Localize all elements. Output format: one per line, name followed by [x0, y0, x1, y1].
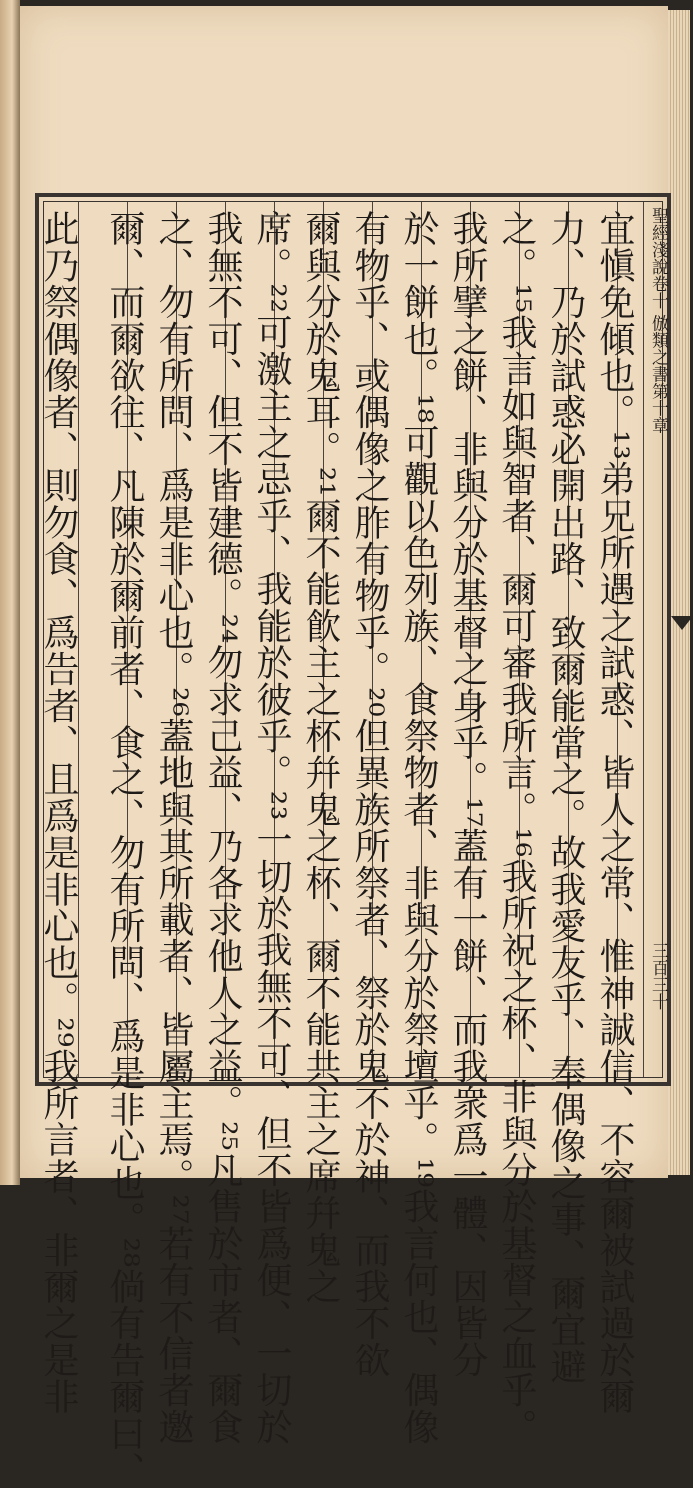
running-header: 聖經淺說卷十 倣類之書第十章 — [648, 207, 668, 434]
text-column-10: 之、勿有所問、爲是非心也。²⁶蓋地與其所載者、皆屬主焉。²⁷若有不信者邀 — [153, 210, 194, 1445]
text-column-11: 爾、而爾欲往、凡陳於爾前者、食之、勿有所問、爲是非心也。²⁸倘有告爾曰、 — [104, 210, 145, 1488]
text-column-9: 我無不可、但不皆建德。²⁴勿求己益、乃各求他人之益。²⁵凡售於市者、爾食 — [202, 210, 243, 1445]
text-column-1: 宜愼免傾也。¹³弟兄所遇之試惑、皆人之常、惟神誠信、不容爾被試過於爾 — [594, 210, 635, 1415]
text-column-7: 爾與分於鬼耳。²¹爾不能飮主之杯幷鬼之杯、爾不能共主之席幷鬼之 — [300, 210, 341, 1305]
text-column-12: 此乃祭偶像者、則勿食、爲告者、且爲是非心也。²⁹我所言者、非爾之是非 — [38, 210, 79, 1415]
binding-strip — [0, 0, 20, 1185]
page-edge — [668, 10, 690, 1175]
text-frame-inner — [38, 201, 668, 1488]
text-column-4: 我所擘之餅、非與分於基督之身乎。¹⁷蓋有一餅、而我衆爲一體、因皆分 — [447, 210, 488, 1378]
page-number: 三百三十 — [648, 942, 668, 1010]
text-column-3: 之。¹⁵我言如與智者、爾可審我所言。¹⁶我所祝之杯、非與分於基督之血乎。 — [496, 210, 537, 1445]
text-column-8: 席。²²可激主之忌乎、我能於彼乎。²³一切於我無不可、但不皆爲便、一切於 — [251, 210, 292, 1445]
text-frame — [35, 193, 671, 1488]
text-column-5: 於一餅也。¹⁸可觀以色列族、食祭物者、非與分於祭壇乎。¹⁹我言何也、偶像 — [398, 210, 439, 1445]
fish-tail-mark — [671, 616, 693, 630]
column-rule — [643, 202, 644, 1077]
text-column-6: 有物乎、或偶像之胙有物乎。²⁰但異族所祭者、祭於鬼不於神、而我不欲 — [349, 210, 390, 1378]
text-column-2: 力、乃於試惑必開出路、致爾能當之。故我愛友乎、奉偶像之事、爾宜避 — [545, 210, 586, 1385]
